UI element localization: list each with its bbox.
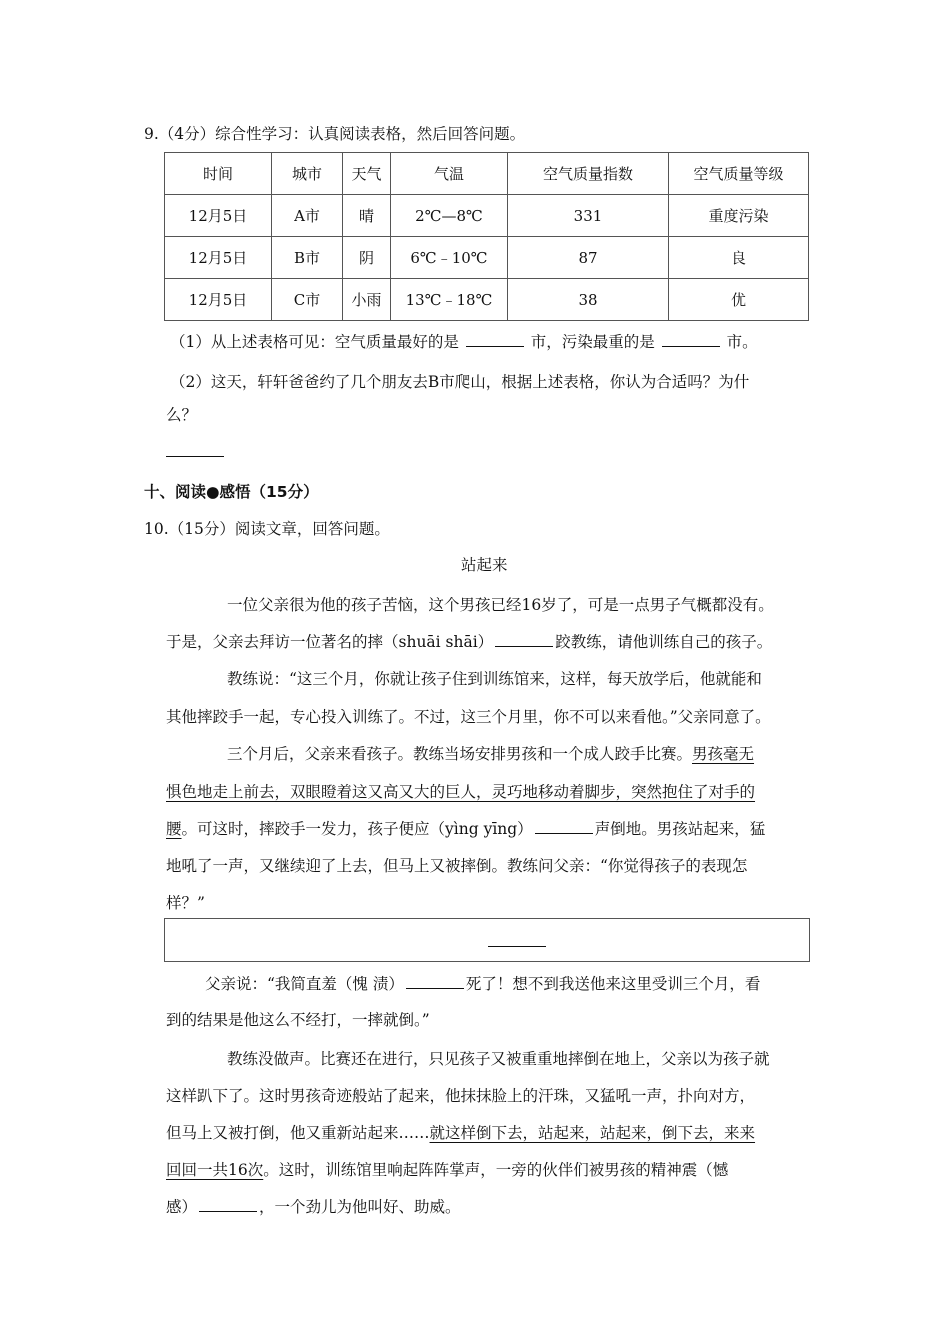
header-cell: 时间 [165, 153, 272, 195]
underlined-sentence: 惧色地走上前去，双眼瞪着这又高又大的巨人，灵巧地移动着脚步，突然抱住了对手的 [166, 783, 756, 801]
cell-temp: 6℃﹣10℃ [391, 237, 508, 279]
cell-level: 优 [669, 279, 809, 321]
cell-city: A市 [272, 195, 343, 237]
underlined-sentence: 男孩毫无 [692, 745, 755, 763]
cell-weather: 阴 [343, 237, 391, 279]
header-cell: 天气 [343, 153, 391, 195]
underlined-sentence: 腰 [166, 820, 182, 838]
cell-weather: 晴 [343, 195, 391, 237]
cell-aqi: 87 [508, 237, 669, 279]
cell-date: 12月5日 [165, 237, 272, 279]
paragraph-line [166, 780, 755, 802]
cell-weather: 小雨 [343, 279, 391, 321]
table-row [165, 195, 809, 237]
paragraph-line: 回回一共16次。这时，训练馆里响起阵阵掌声，一旁的伙伴们被男孩的精神震（憾 [166, 1161, 729, 1179]
underlined-sentence: 回回一共16次 [166, 1161, 264, 1179]
cell-temp: 2℃—8℃ [391, 195, 508, 237]
paragraph-line: 到的结果是他这么不经打，一摔就倒。” [166, 1011, 430, 1029]
answer-blank[interactable] [535, 818, 593, 835]
cell-aqi: 38 [508, 279, 669, 321]
q9-sub1: （1）从上述表格可见：空气质量最好的是 市，污染最重的是 市。 [170, 330, 758, 352]
answer-blank[interactable] [495, 631, 553, 648]
paragraph-line: 腰。可这时，摔跤手一发力，孩子便应（yìng yīng） 声倒地。男孩站起来，猛 [166, 817, 765, 839]
article-title: 站起来 [461, 556, 508, 574]
table-row [165, 279, 809, 321]
cell-level: 良 [669, 237, 809, 279]
cell-city: B市 [272, 237, 343, 279]
cell-city: C市 [272, 279, 343, 321]
answer-blank[interactable] [662, 331, 720, 348]
q10-title: 10.（15分）阅读文章，回答问题。 [144, 520, 390, 538]
header-cell: 空气质量等级 [669, 153, 809, 195]
answer-blank[interactable] [488, 946, 546, 947]
underlined-sentence: 就这样倒下去，站起来，站起来，倒下去，来来 [429, 1124, 756, 1142]
answer-blank[interactable] [199, 1196, 257, 1213]
cell-level: 重度污染 [669, 195, 809, 237]
header-cell: 城市 [272, 153, 343, 195]
cell-aqi: 331 [508, 195, 669, 237]
paragraph-line: 教练没做声。比赛还在进行，只见孩子又被重重地摔倒在地上，父亲以为孩子就 [227, 1050, 770, 1068]
paragraph-line: 地吼了一声，又继续迎了上去，但马上又被摔倒。教练问父亲：“你觉得孩子的表现怎 [166, 857, 748, 875]
paragraph-line: 教练说：“这三个月，你就让孩子住到训练馆来，这样，每天放学后，他就能和 [227, 670, 762, 688]
paragraph-line: 但马上又被打倒，他又重新站起来……就这样倒下去，站起来，站起来，倒下去，来来 [166, 1124, 756, 1142]
q9-sub2-line1: （2）这天，轩轩爸爸约了几个朋友去B市爬山，根据上述表格，你认为合适吗？为什 [170, 373, 750, 391]
table-row [165, 237, 809, 279]
answer-blank[interactable] [166, 442, 224, 457]
answer-box[interactable] [164, 918, 810, 962]
paragraph-line: 三个月后，父亲来看孩子。教练当场安排男孩和一个成人跤手比赛。男孩毫无 [227, 745, 755, 763]
answer-blank[interactable] [406, 973, 464, 990]
paragraph-line: 其他摔跤手一起，专心投入训练了。不过，这三个月里，你不可以来看他。”父亲同意了。 [166, 708, 771, 726]
header-cell: 空气质量指数 [508, 153, 669, 195]
paragraph-line: 于是，父亲去拜访一位著名的摔（shuāi shāi） 跤教练，请他训练自己的孩子。 [166, 630, 772, 652]
paragraph-line: 样？” [166, 894, 205, 912]
table-header-row [165, 153, 809, 195]
cell-temp: 13℃﹣18℃ [391, 279, 508, 321]
q9-sub2-line2: 么？ [166, 406, 198, 424]
header-cell: 气温 [391, 153, 508, 195]
cell-date: 12月5日 [165, 195, 272, 237]
paragraph-line: 这样趴下了。这时男孩奇迹般站了起来，他抹抹脸上的汗珠，又猛吼一声，扑向对方， [166, 1087, 756, 1105]
paragraph-line: 感） ，一个劲儿为他叫好、助威。 [166, 1195, 461, 1217]
cell-date: 12月5日 [165, 279, 272, 321]
section-heading: 十、阅读●感悟（15分） [144, 483, 319, 501]
answer-blank[interactable] [466, 331, 524, 348]
paragraph-line: 一位父亲很为他的孩子苦恼，这个男孩已经16岁了，可是一点男子气概都没有。 [227, 596, 774, 614]
air-quality-table [164, 152, 809, 321]
q9-title: 9.（4分）综合性学习：认真阅读表格，然后回答问题。 [144, 125, 526, 143]
paragraph-line: 父亲说：“我简直羞（愧 渍） 死了！想不到我送他来这里受训三个月，看 [205, 972, 760, 994]
